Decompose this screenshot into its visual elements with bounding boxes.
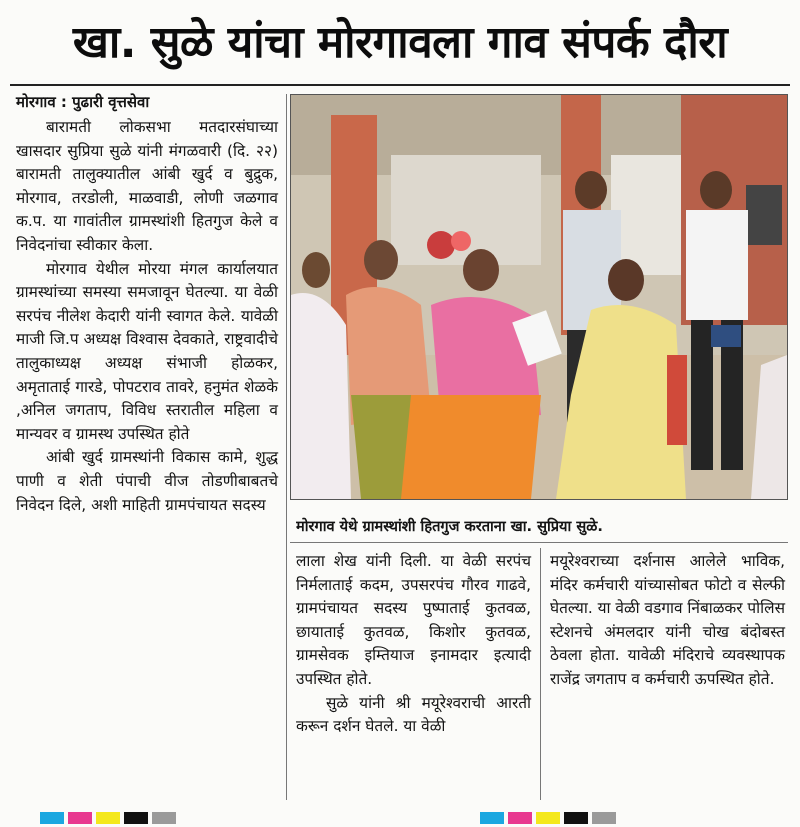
registration-gray xyxy=(592,812,616,824)
column-divider xyxy=(540,548,541,800)
registration-magenta xyxy=(68,812,92,824)
paragraph: लाला शेख यांनी दिली. या वेळी सरपंच निर्मलाताई कदम, उपसरपंच गौरव गाढवे, ग्रामपंचायत सदस्य पुष्पाताई कुतवळ, छायाताई कुतवळ, किशोर कुतवळ, ग्रामसेवक इम्तियाज इनामदार इत्यादी उपस्थित होते. xyxy=(296,552,531,688)
article-column-2 xyxy=(296,550,531,739)
paragraph: मयूरेश्वराच्या दर्शनास आलेले भाविक, मंदिर कर्मचारी यांच्यासोबत फोटो व सेल्फी घेतल्या. या वेळी वडगाव निंबाळकर पोलिस स्टेशनचे अंमलदार यांनी चोख बंदोबस्त ठेवला होता. यावेळी मंदिराचे व्यवस्थापक राजेंद्र जगताप व कर्मचारी ऊपस्थित होते. xyxy=(550,552,785,688)
paragraph: बारामती लोकसभा मतदारसंघाच्या खासदार सुप्रिया सुळे यांनी मंगळवारी (दि. २२) बारामती तालुक्यातील आंबी खुर्द व बुद्रुक, मोरगाव, तरडोली, माळवाडी, लोणी जळगाव क.प. या गावांतील ग्रामस्थांशी हितगुज केले व निवेदनांचा स्वीकार केला. xyxy=(16,118,278,254)
byline: मोरगाव : पुढारी वृत्तसेवा xyxy=(16,93,150,111)
headline-rule xyxy=(10,84,790,86)
registration-black xyxy=(564,812,588,824)
paragraph: मोरगाव येथील मोरया मंगल कार्यालयात ग्रामस्थांच्या समस्या समजावून घेतल्या. या वेळी सरपंच नीलेश केदारी यांनी स्वागत केले. यावेळी माजी जि.प अध्यक्ष विश्वास देवकाते, राष्ट्रवादीचे तालुकाध्यक्ष अध्यक्ष संभाजी होळकर, अमृताताई गारडे, पोपटराव तावरे, हनुमंत शेळके ,अनिल जगताप, विविध स्तरातील महिला व मान्यवर व ग्रामस्थ उपस्थित होते xyxy=(16,259,278,443)
photo-caption: मोरगाव येथे ग्रामस्थांशी हितगुज करताना खा. सुप्रिया सुळे. xyxy=(296,518,603,535)
column-divider xyxy=(286,94,287,800)
registration-black xyxy=(124,812,148,824)
photo-illustration xyxy=(291,95,787,499)
registration-magenta xyxy=(508,812,532,824)
headline: खा. सुळे यांचा मोरगावला गाव संपर्क दौरा xyxy=(72,17,728,68)
article-column-1 xyxy=(16,116,278,517)
caption-rule xyxy=(290,542,788,543)
paragraph: सुळे यांनी श्री मयूरेश्वराची आरती करून दर्शन घेतले. या वेळी xyxy=(296,693,531,736)
paragraph: आंबी खुर्द ग्रामस्थांनी विकास कामे, शुद्ध पाणी व शेती पंपाची वीज तोडणीबाबतचे निवेदन दिले, अशी माहिती ग्रामपंचायत सदस्य xyxy=(16,448,278,514)
color-registration-bar-right xyxy=(480,812,620,826)
article-column-3 xyxy=(550,550,785,692)
registration-cyan xyxy=(480,812,504,824)
registration-yellow xyxy=(536,812,560,824)
registration-cyan xyxy=(40,812,64,824)
news-photo xyxy=(290,94,788,500)
color-registration-bar-left xyxy=(40,812,180,826)
registration-gray xyxy=(152,812,176,824)
registration-yellow xyxy=(96,812,120,824)
